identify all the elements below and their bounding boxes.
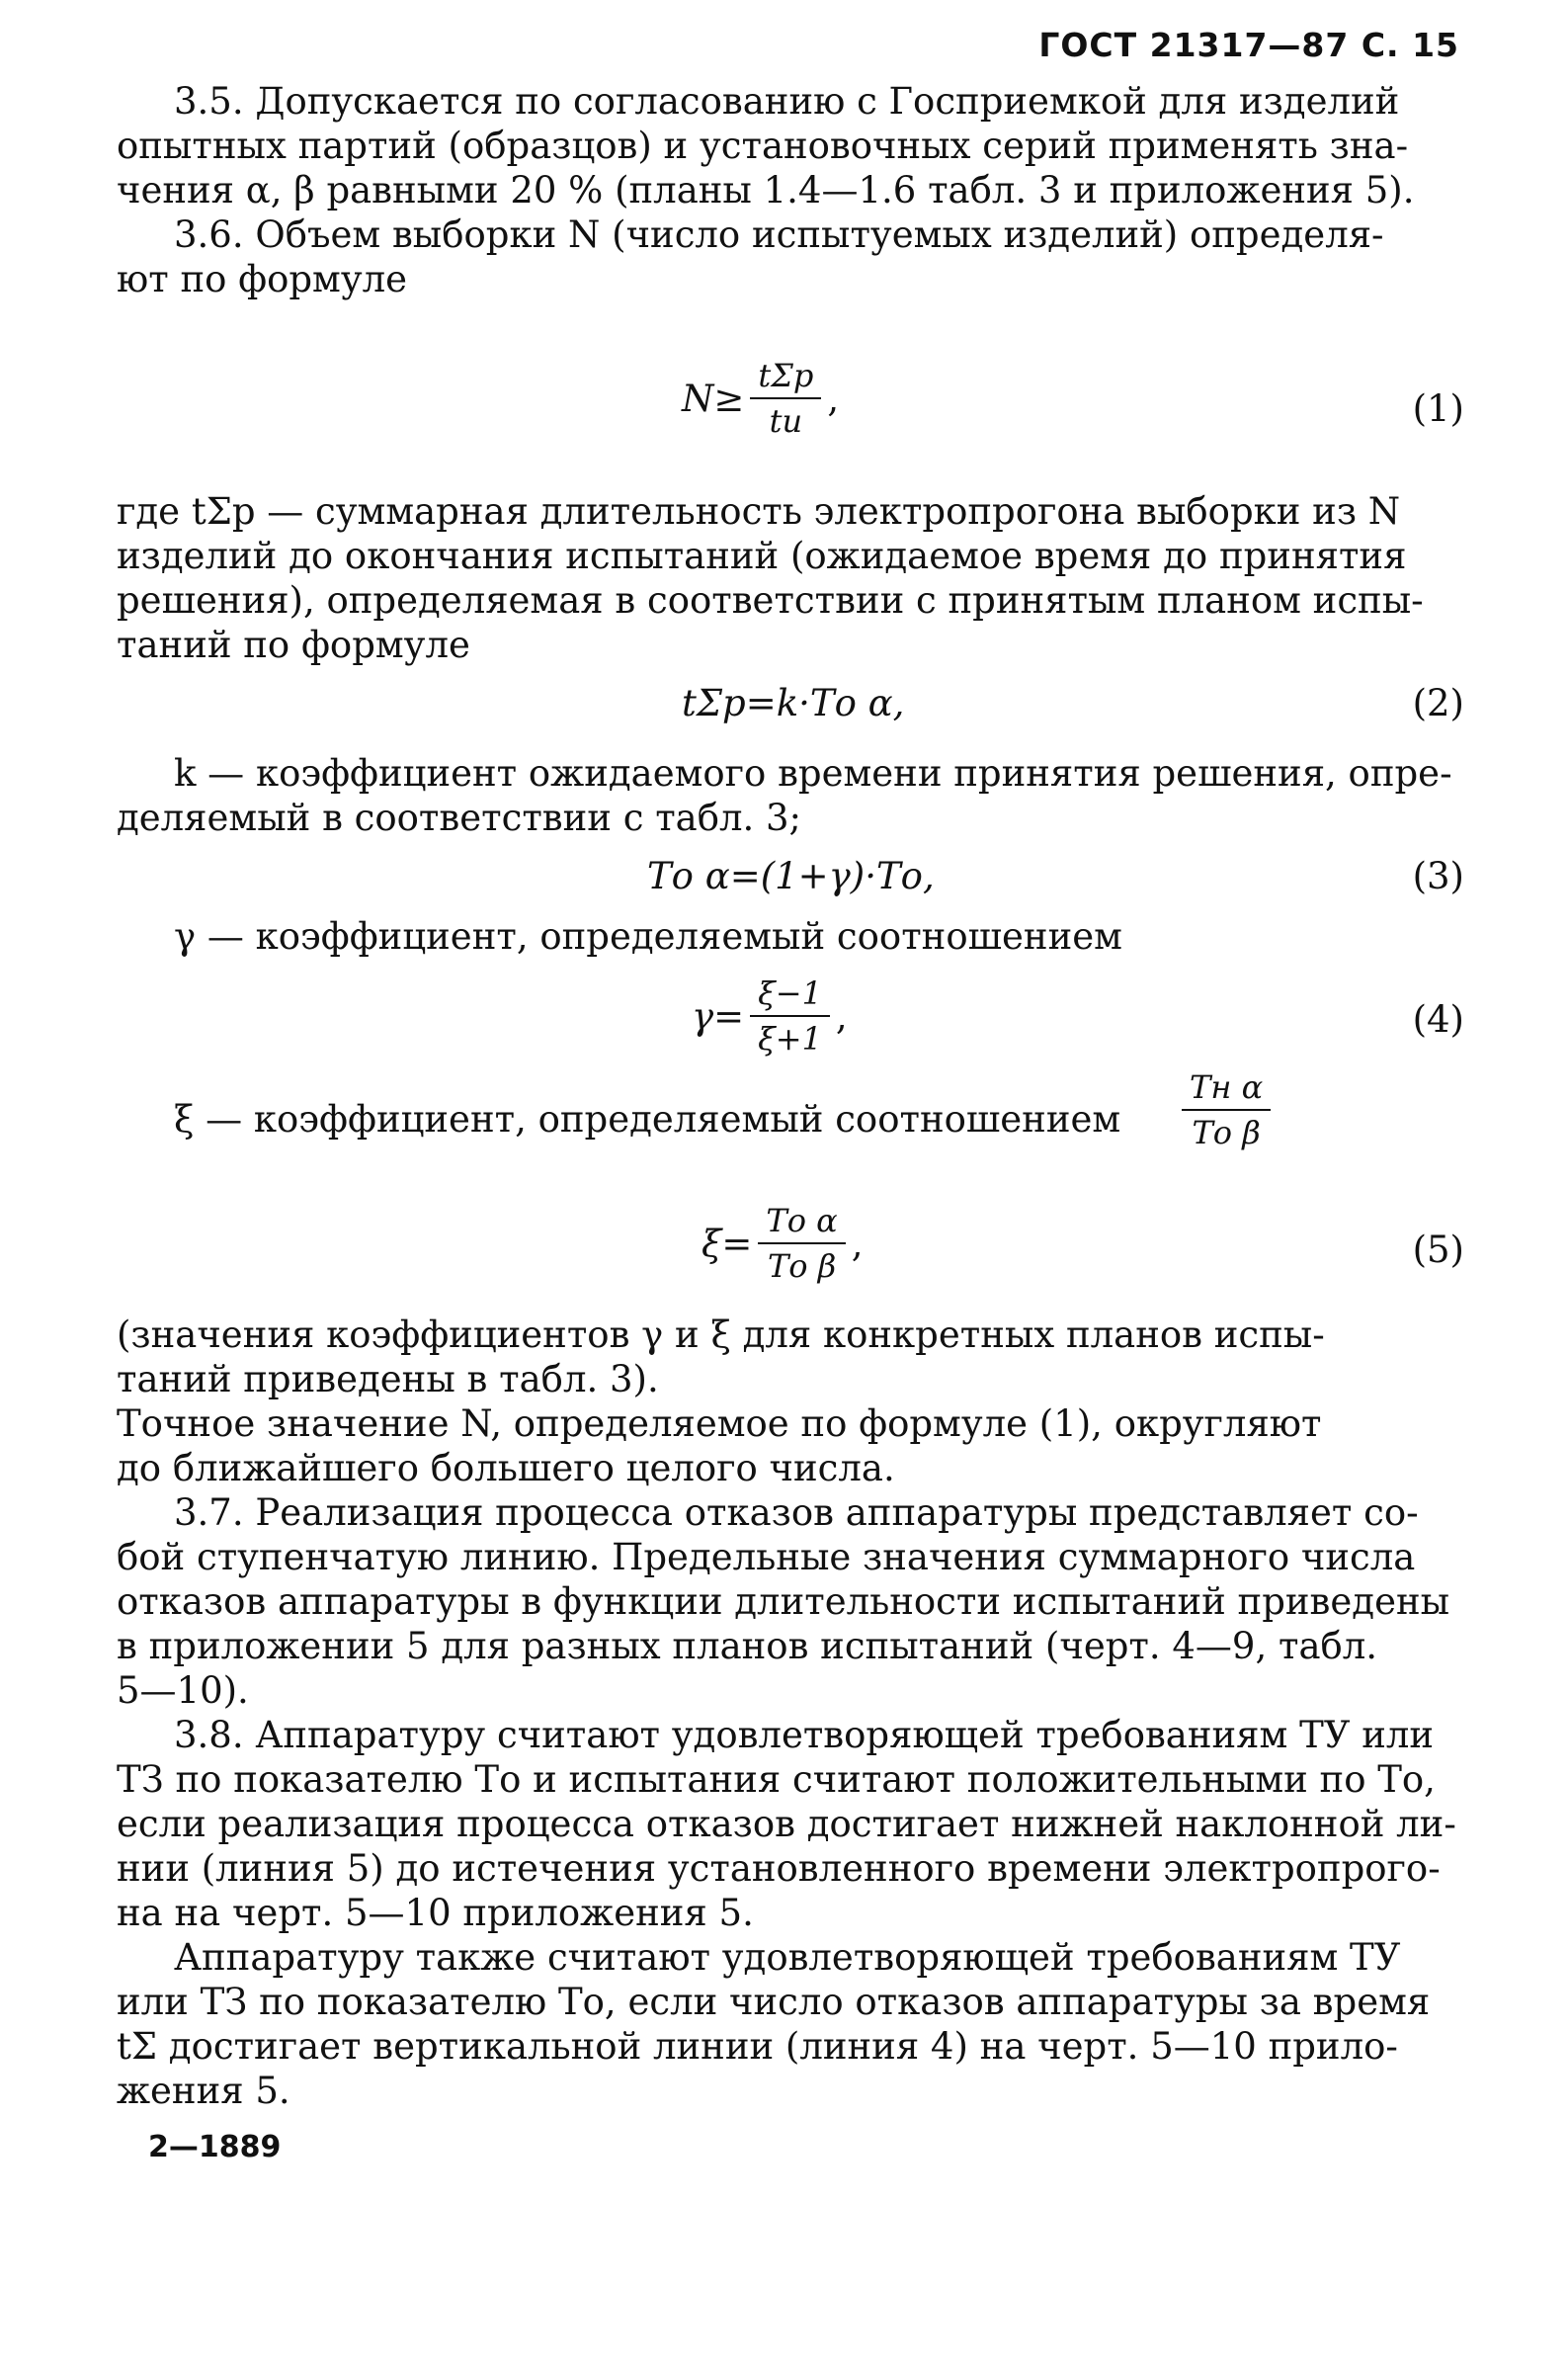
text-line: 3.8. Аппаратуру считают удовлетворяющей требованиям ТУ или <box>174 1714 1435 1756</box>
text-line: ξ — коэффициент, определяемый соотношением <box>174 1098 1121 1141</box>
paragraph-k-definition <box>117 751 1472 840</box>
eq1-fraction <box>750 356 821 441</box>
eq4-numerator: ξ−1 <box>750 974 830 1017</box>
text-line: решения), определяемая в соответствии с принятым планом испы- <box>117 579 1424 622</box>
equation-5 <box>701 1201 864 1286</box>
text-line: или ТЗ по показателю Tо, если число отказов аппаратуры за время <box>117 1981 1431 2023</box>
eq5-lhs: ξ= <box>701 1222 753 1265</box>
text-line: таний приведены в табл. 3). <box>117 1358 659 1400</box>
eq4-fraction <box>750 974 830 1058</box>
text-line: Точное значение N, определяемое по формуле (1), округляют <box>117 1402 1322 1445</box>
text-line: жения 5. <box>117 2070 290 2112</box>
text-line: (значения коэффициентов γ и ξ для конкретных планов испы- <box>117 1313 1325 1356</box>
paragraph-where-t <box>117 489 1472 667</box>
text-line: γ — коэффициент, определяемый соотношением <box>174 915 1122 958</box>
equation-1-number: (1) <box>1412 387 1464 430</box>
paragraph-gamma-definition <box>117 914 1472 959</box>
text-line: ют по формуле <box>117 258 408 300</box>
text-line: чения α, β равными 20 % (планы 1.4—1.6 табл. 3 и приложения 5). <box>117 169 1415 212</box>
paragraph-3-5 <box>117 79 1472 212</box>
text-line: 3.7. Реализация процесса отказов аппаратуры представляет со- <box>174 1491 1419 1534</box>
text-line: на на черт. 5—10 приложения 5. <box>117 1892 754 1934</box>
text-line: до ближайшего большего целого числа. <box>117 1447 895 1489</box>
xi-ratio-fraction <box>1182 1067 1271 1152</box>
paragraph-coefficient-note <box>117 1313 1472 1401</box>
text-line: нии (линия 5) до истечения установленного времени электропрого- <box>117 1847 1441 1890</box>
equation-4 <box>692 974 848 1058</box>
eq5-fraction <box>758 1201 845 1286</box>
printing-code: 2—1889 <box>148 2130 282 2164</box>
text-line: Аппаратуру также считают удовлетворяющей требованиям ТУ <box>174 1936 1401 1979</box>
xi-ratio-denominator: Tо β <box>1192 1114 1261 1151</box>
equation-1 <box>682 356 839 441</box>
xi-ratio-numerator: Tн α <box>1182 1067 1271 1111</box>
equation-2: tΣp=k·Tо α, <box>682 682 905 724</box>
eq4-tail: , <box>835 994 848 1038</box>
text-line: tΣ достигает вертикальной линии (линия 4) на черт. 5—10 прило- <box>117 2025 1398 2068</box>
text-line: 3.6. Объем выборки N (число испытуемых изделий) определя- <box>174 213 1384 256</box>
text-line: ТЗ по показателю Tо и испытания считают положительными по Tо, <box>117 1758 1436 1801</box>
eq1-numerator: tΣp <box>750 356 821 399</box>
text-line: в приложении 5 для разных планов испытаний (черт. 4—9, табл. <box>117 1625 1378 1667</box>
xi-ratio <box>1176 1067 1277 1152</box>
equation-3-number: (3) <box>1412 855 1464 897</box>
eq5-denominator: Tо β <box>767 1247 837 1285</box>
text-line: если реализация процесса отказов достигает нижней наклонной ли- <box>117 1803 1456 1845</box>
paragraph-3-7 <box>117 1490 1472 1713</box>
eq4-lhs: γ= <box>692 994 745 1038</box>
equation-2-number: (2) <box>1412 682 1464 724</box>
text-line: опытных партий (образцов) и установочных серий применять зна- <box>117 125 1409 167</box>
eq5-numerator: Tо α <box>758 1201 845 1244</box>
paragraph-3-6 <box>117 212 1472 301</box>
paragraph-final <box>117 1935 1472 2113</box>
text-line: отказов аппаратуры в функции длительности испытаний приведены <box>117 1580 1450 1623</box>
text-line: где tΣp — суммарная длительность электропрогона выборки из N <box>117 490 1401 533</box>
eq5-tail: , <box>851 1222 864 1265</box>
equation-5-number: (5) <box>1412 1228 1464 1271</box>
eq4-denominator: ξ+1 <box>758 1020 822 1058</box>
equation-3: Tо α=(1+γ)·Tо, <box>647 855 935 897</box>
eq1-lhs: N≥ <box>682 377 745 420</box>
text-line: 3.5. Допускается по согласованию с Госприемкой для изделий <box>174 80 1400 123</box>
text-line: деляемый в соответствии с табл. 3; <box>117 797 802 839</box>
text-line: изделий до окончания испытаний (ожидаемое время до принятия <box>117 535 1407 577</box>
equation-4-number: (4) <box>1412 998 1464 1041</box>
running-head: ГОСТ 21317—87 С. 15 <box>1038 26 1459 64</box>
eq1-tail: , <box>827 377 840 420</box>
paragraph-3-8 <box>117 1713 1472 1935</box>
eq1-denominator: tи <box>769 402 803 440</box>
text-line: таний по формуле <box>117 624 470 666</box>
text-line: 5—10). <box>117 1669 249 1712</box>
text-line: бой ступенчатую линию. Предельные значения суммарного числа <box>117 1536 1416 1578</box>
paragraph-rounding <box>117 1401 1472 1490</box>
text-line: k — коэффициент ожидаемого времени принятия решения, опре- <box>174 752 1452 795</box>
